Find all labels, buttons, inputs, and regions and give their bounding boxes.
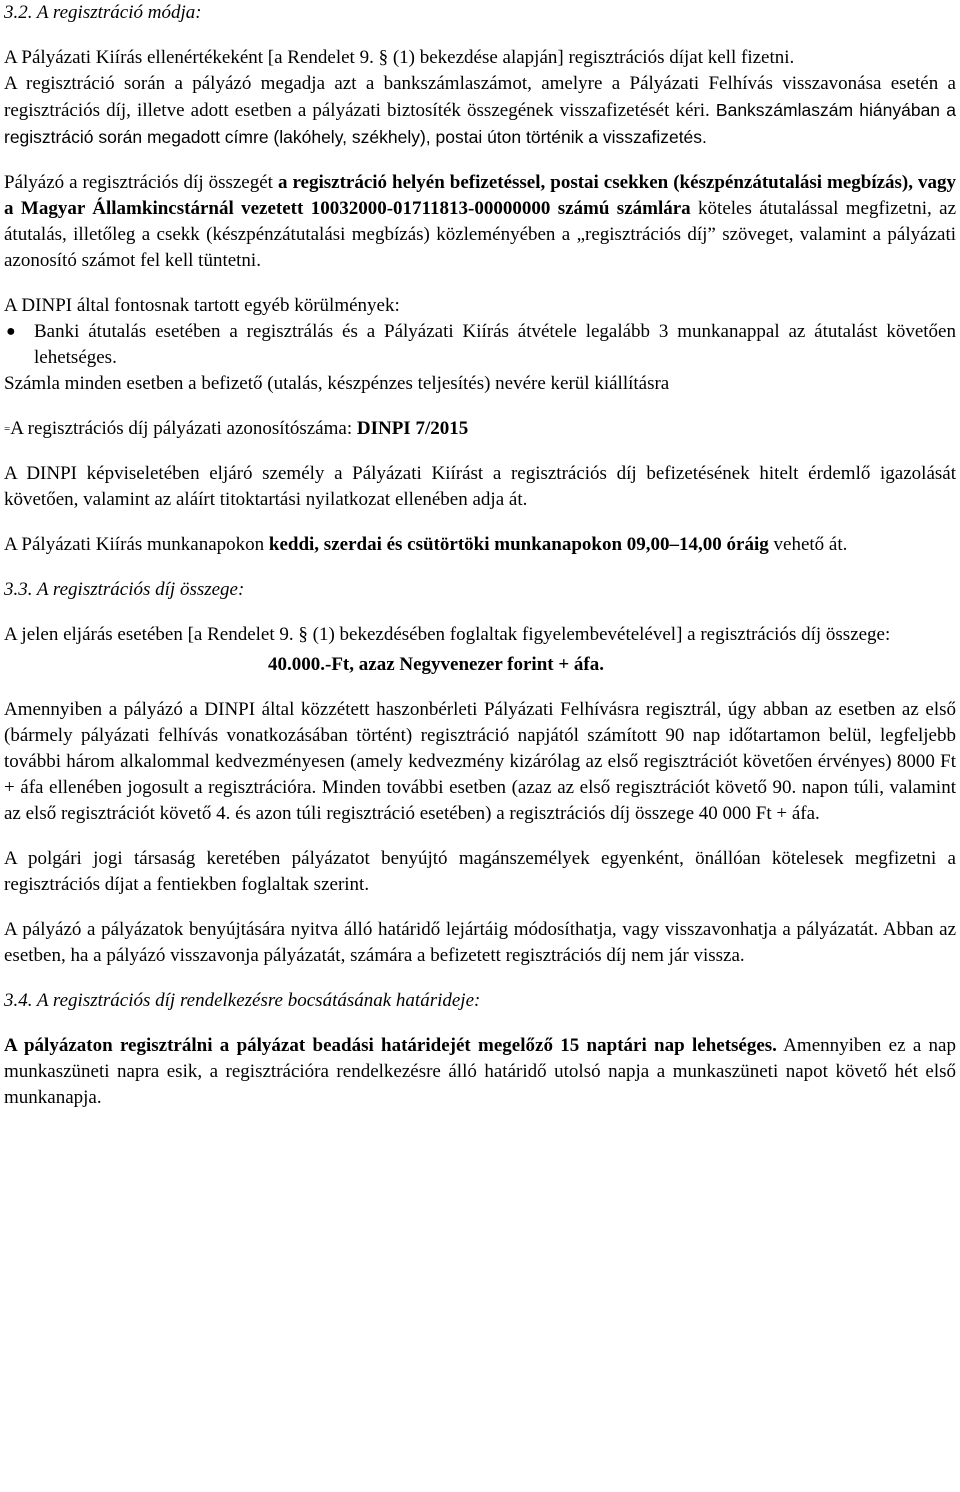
section-heading-3-4: 3.4. A regisztrációs díj rendelkezésre bocsátásának határideje: [4,990,481,1011]
discount-text: Amennyiben a pályázó a DINPI által közzétett haszonbérleti Pályázati Felhívásra regisztrál, úgy abban az esetben az első (bármely pályázati felhívás vonatkozásában történt) regisztráció napjától számított 90 nap időtartamon belül, legfeljebb további három alkalommal kedvezményesen (amely kedvezmény kizárólag az első regisztrációt követően érvényes) 8000 Ft + áfa ellenében jogosult a regisztrációra. [4,699,956,798]
paragraph-invoice: Számla minden esetben a befizető (utalás, készpénzes teljesítés) nevére kerül kiállításra [4,373,670,394]
withdrawal-text: A pályázó a pályázatok benyújtására nyitva álló határidő lejártáig módosíthatja, vagy visszavonhatja a pályázatát. [4,919,879,940]
paragraph-discount [4,697,956,827]
marker-glyph: = [4,423,11,435]
section-heading-3-3: 3.3. A regisztrációs díj összege: [4,579,245,600]
paragraph-pickup-hours [4,532,956,558]
withdrawal-refund-text: Abban az esetben, ha a pályázó visszavonja pályázatát, számára a befizetett regisztrációs díj nem jár vissza. [4,919,957,966]
fee-amount: 40.000.-Ft, azaz Negyvenezer forint + áfa. [268,654,605,675]
payment-text-before: Pályázó a regisztrációs díj összegét [4,172,278,193]
paragraph-payment-method [4,170,956,274]
paragraph-civil-partnership: A polgári jogi társaság keretében pályázatot benyújtó magánszemélyek egyenként, önállóan kötelesek megfizetni a regisztrációs díjat a fentiekben foglaltak szerint. [4,848,956,895]
paragraph-fee-amount-intro: A jelen eljárás esetében [a Rendelet 9. § (1) bekezdésében foglaltak figyelembevételével] a regisztrációs díj összege: [4,624,891,645]
identifier-label: A regisztrációs díj pályázati azonosítószáma: [10,418,357,439]
section-heading-3-2: 3.2. A regisztráció módja: [4,2,202,23]
paragraph-other-circumstances-title: A DINPI által fontosnak tartott egyéb körülmények: [4,295,400,316]
identifier-value: DINPI 7/2015 [356,418,469,439]
discount-other-text: Minden további esetben (azaz az első regisztrációt követő 90. napon túli, valamint az első regisztrációt követő 4. és azon túli regisztráció esetében) a regisztrációs díj összege 40 000 Ft + áfa. [4,777,956,824]
deadline-text-after: Amennyiben ez a nap munkaszüneti napra esik, a regisztrációra rendelkezésre álló határidő utolsó napja a munkaszüneti napot követő hét első munkanapja. [4,1035,956,1108]
bank-account-text: A regisztráció során a pályázó megadja azt a bankszámlaszámot, amelyre a Pályázati Felhívás visszavonása esetén a regisztrációs díj, illetve adott esetben a pályázati biztosíték összegének visszafizetését kéri. [4,73,956,121]
list-item-text: Banki átutalás esetében a regisztrálás és a Pályázati Kiírás átvétele legalább 3 munkanappal az átutalást követően lehetséges. [34,321,956,368]
paragraph-deadline [4,1033,956,1111]
paragraph-bank-account [4,71,956,151]
pickup-text-before: A Pályázati Kiírás munkanapokon [4,534,269,555]
list-item [4,319,956,371]
deadline-text-bold: A pályázaton regisztrálni a pályázat beadási határidejét megelőző 15 naptári nap lehetséges. [4,1035,777,1056]
bank-account-missing-text: Bankszámlaszám hiányában a regisztráció során megadott címre (lakóhely, székhely), postai úton történik a visszafizetés. [4,100,956,147]
paragraph-fee-requirement: A Pályázati Kiírás ellenértékeként [a Rendelet 9. § (1) bekezdése alapján] regisztrációs díjat kell fizetni. [4,47,795,68]
pickup-text-bold: keddi, szerdai és csütörtöki munkanapokon 09,00–14,00 óráig [268,534,769,555]
paragraph-identifier [4,416,956,442]
paragraph-handover: A DINPI képviseletében eljáró személy a Pályázati Kiírást a regisztrációs díj befizetésének hitelt érdemlő igazolását követően, valamint az aláírt titoktartási nyilatkozat ellenében adja át. [4,463,956,510]
payment-text-after: köteles átutalással megfizetni, az átutalás, illetőleg a csekk (készpénzátutalási megbízás) közleményében a „regisztrációs díj” szöveget, valamint a pályázati azonosító számot fel kell tüntetni. [4,198,957,271]
bullet-icon: ● [6,323,16,340]
payment-text-bold: a regisztráció helyén befizetéssel, postai csekken (készpénzátutalási megbízás), vagy a Magyar Államkincstárnál vezetett 10032000-01711813-00000000 számú számlára [4,172,956,219]
pickup-text-after: vehető át. [768,534,848,555]
paragraph-withdrawal [4,917,956,969]
